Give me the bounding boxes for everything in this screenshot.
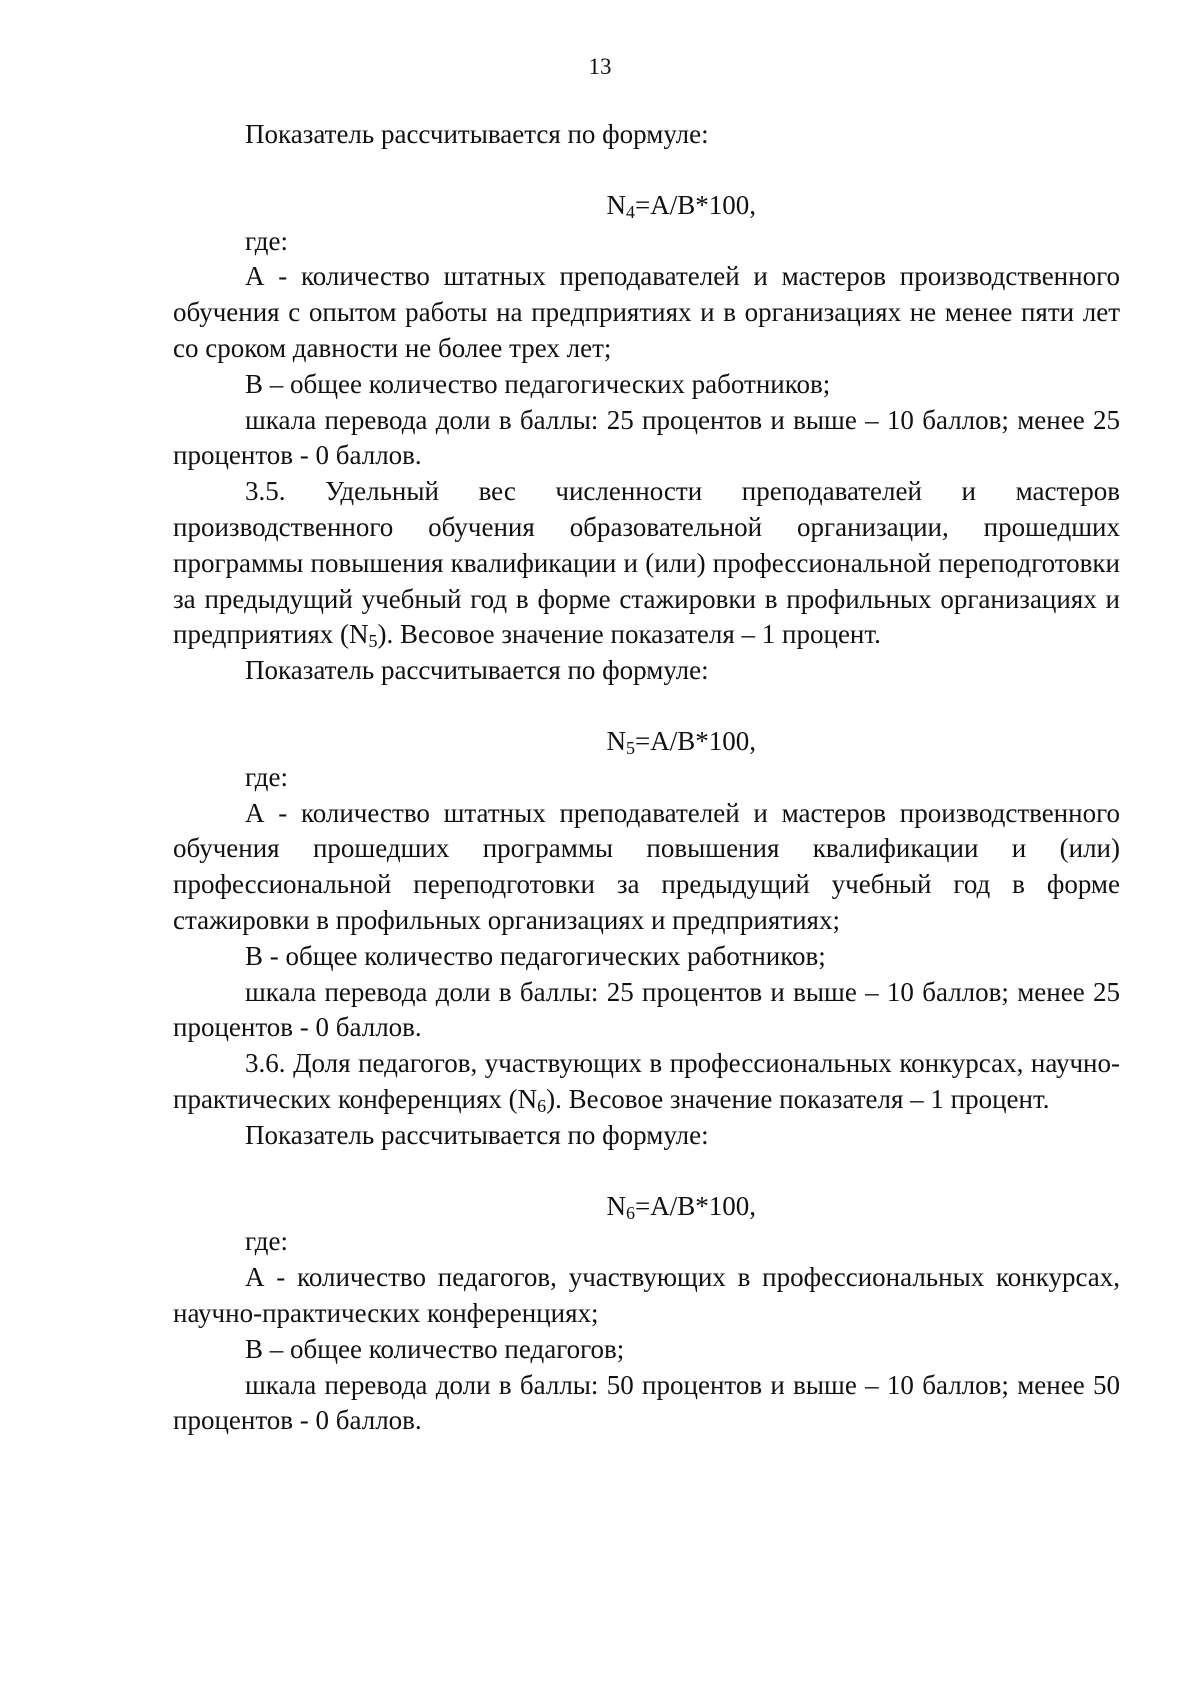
where-label: где: <box>245 225 288 256</box>
definition-a: А - количество штатных преподавателей и мастеров производственного обучения с опытом работы на предприятиях и в организациях не менее пяти лет со сроком давности не более трех лет; <box>173 261 1120 363</box>
definition-a: А - количество педагогов, участвующих в профессиональных конкурсах, научно-практических конференциях; <box>173 1262 1120 1328</box>
formula-intro: Показатель рассчитывается по формуле: <box>245 655 709 686</box>
scoring-scale: шкала перевода доли в баллы: 25 процентов и выше – 10 баллов; менее 25 процентов - 0 баллов. <box>173 404 1120 471</box>
formula-n5: $N_5=A/B*100$, <box>606 725 756 758</box>
scoring-scale: шкала перевода доли в баллы: 50 процентов и выше – 10 баллов; менее 50 процентов - 0 баллов. <box>173 1369 1120 1436</box>
indicator-heading-3-6: 3.6. Доля педагогов, участвующих в профессиональных конкурсах, научно-практических конференциях $(N_6)$. Весовое значение показателя – 1 процент. <box>173 1048 1120 1116</box>
definition-b: В – общее количество педагогов; <box>245 1333 625 1364</box>
where-label: где: <box>245 761 288 792</box>
formula-intro: Показатель рассчитывается по формуле: <box>245 119 709 149</box>
formula-n4: $N_4=A/B*100$, <box>606 189 756 222</box>
formula-intro: Показатель рассчитывается по формуле: <box>245 1119 709 1150</box>
where-label: где: <box>245 1226 288 1257</box>
definition-b: В - общее количество педагогических работников; <box>245 940 826 971</box>
definition-a: А - количество штатных преподавателей и мастеров производственного обучения прошедших программы повышения квалификации и (или) профессиональной переподготовки за предыдущий учебный год в форме стажировки в профильных организациях и предприятиях; <box>173 797 1120 935</box>
formula-n6: $N_6=A/B*100$, <box>606 1190 756 1223</box>
definition-b: В – общее количество педагогических работников; <box>245 368 831 399</box>
scoring-scale: шкала перевода доли в баллы: 25 процентов и выше – 10 баллов; менее 25 процентов - 0 баллов. <box>173 976 1120 1043</box>
page-number: 13 <box>588 54 612 79</box>
page-content <box>173 117 1120 1439</box>
indicator-heading-3-5: 3.5. Удельный вес численности преподавателей и мастеров производственного обучения образовательной организации, прошедших программы повышения квалификации и (или) профессиональной переподготовки за предыдущий учебный год в форме стажировки в профильных организациях и предприятиях $(N_5)$. Весовое значение показателя – 1 процент. <box>173 476 1120 652</box>
